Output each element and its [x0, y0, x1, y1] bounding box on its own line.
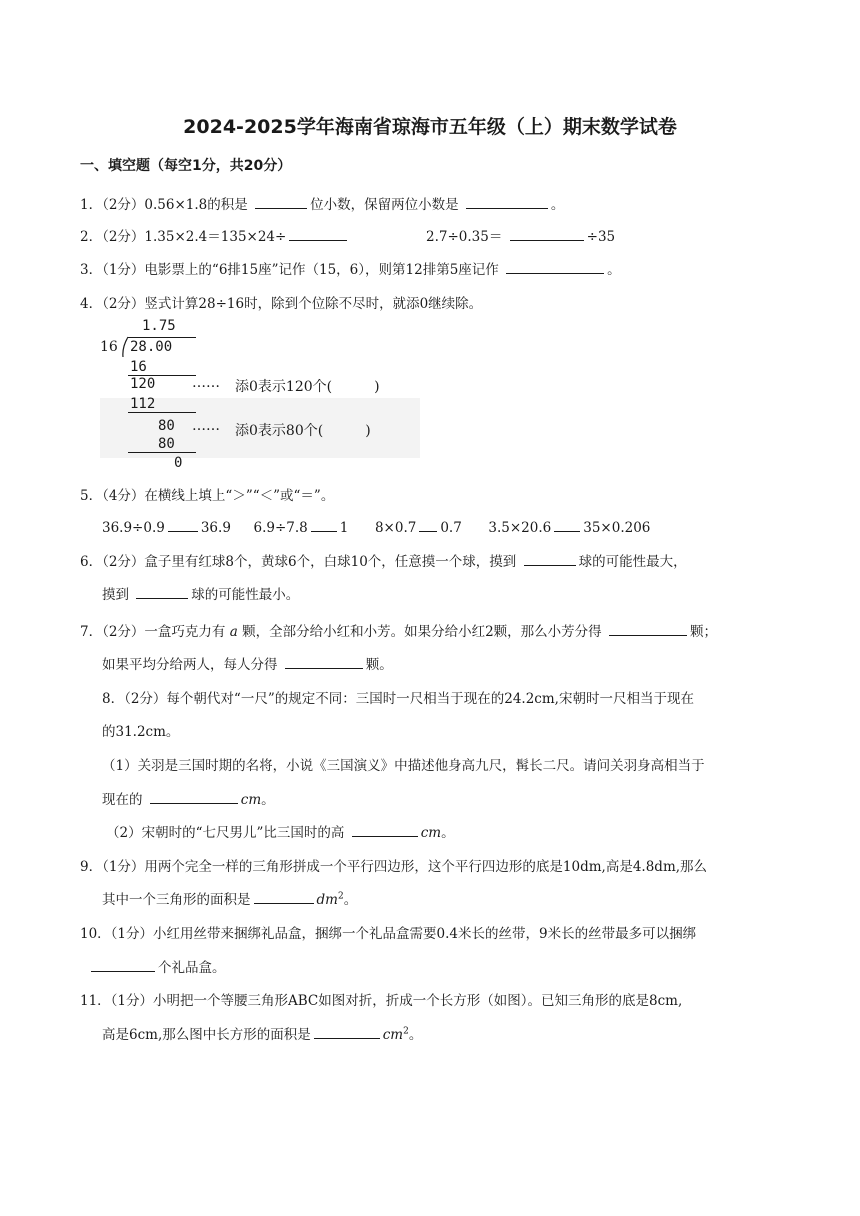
question-6-cont: 摸到 球的可能性最小。: [102, 583, 299, 603]
question-11: 11．（1分）小明把一个等腰三角形ABC如图对折，折成一个长方形（如图）。已知三角形的底是8cm,: [80, 993, 683, 1009]
answer-blank[interactable]: [254, 889, 314, 904]
answer-blank[interactable]: [255, 194, 307, 209]
answer-blank[interactable]: [289, 226, 347, 241]
final-remainder: 0: [174, 455, 183, 471]
answer-blank[interactable]: [609, 621, 687, 636]
note-2: 添0表示80个( ): [235, 423, 371, 439]
question-2-part-b: 2.7÷0.35＝ ÷35: [426, 225, 615, 245]
question-7: 7．（2分）一盒巧克力有 a 颗，全部分给小红和小芳。如果分给小红2颗，那么小芳分得 颗；: [80, 620, 717, 640]
question-4: 4．（2分）竖式计算28÷16时，除到个位除不尽时，就添0继续除。: [80, 296, 483, 312]
rule: [128, 412, 196, 413]
dots: ……: [192, 375, 220, 391]
answer-blank[interactable]: [285, 654, 363, 669]
remainder-row: 120: [130, 376, 156, 392]
quotient: 1.75: [142, 318, 176, 334]
question-11-cont: 高是6cm,那么图中长方形的面积是 $cm^2$。: [102, 1023, 422, 1043]
question-3: 3．（1分）电影票上的“6排15座”记作（15，6），则第12排第5座记作 。: [80, 258, 621, 278]
answer-blank[interactable]: [466, 194, 548, 209]
answer-blank[interactable]: [311, 517, 337, 532]
dividend: 28.00: [130, 339, 173, 355]
question-8-part-1: （1）关羽是三国时期的名将，小说《三国演义》中描述他身高九尺，髯长二尺。请问关羽身高相当于: [102, 758, 705, 774]
long-division-figure: [100, 315, 420, 475]
question-10-cont: 个礼品盒。: [88, 956, 226, 976]
question-8-part-1-cont: 现在的 cm。: [102, 788, 275, 808]
remainder-row: 80: [158, 418, 175, 434]
question-10: 10．（1分）小红用丝带来捆绑礼品盒，捆绑一个礼品盒需要0.4米长的丝带，9米长的丝带最多可以捆绑: [80, 926, 697, 942]
answer-blank[interactable]: [168, 517, 198, 532]
rule: [128, 452, 196, 453]
answer-blank[interactable]: [524, 551, 576, 566]
division-bracket-icon: [120, 335, 130, 359]
question-9: 9．（1分）用两个完全一样的三角形拼成一个平行四边形，这个平行四边形的底是10dm,高是4.8dm,那么: [80, 859, 708, 875]
question-7-cont: 如果平均分给两人，每人分得 颗。: [102, 653, 393, 673]
question-9-cont: 其中一个三角形的面积是 $dm^2$。: [102, 888, 357, 908]
answer-blank[interactable]: [419, 517, 437, 532]
subtract-row: 16: [130, 359, 147, 375]
answer-blank[interactable]: [314, 1024, 380, 1039]
question-6: 6．（2分）盒子里有红球8个，黄球6个，白球10个，任意摸一个球，摸到 球的可能性最大，: [80, 550, 687, 570]
answer-blank[interactable]: [554, 517, 580, 532]
subtract-row: 112: [130, 396, 156, 412]
dots: ……: [192, 418, 220, 434]
question-1: 1．（2分）0.56×1.8的积是 位小数，保留两位小数是 。: [80, 193, 564, 213]
divisor: 16: [100, 339, 118, 355]
section-heading: 一、填空题（每空1分，共20分）: [80, 158, 292, 174]
question-8: 8．（2分）每个朝代对“一尺”的规定不同：三国时一尺相当于现在的24.2cm,宋朝时一尺相当于现在: [102, 691, 694, 707]
division-bar: [128, 337, 196, 338]
question-8-part-2: （2）宋朝时的“七尺男儿”比三国时的高 cm。: [106, 821, 455, 841]
page-title: 2024-2025学年海南省琼海市五年级（上）期末数学试卷: [183, 116, 677, 138]
question-5-items: 36.9÷0.9 36.9 6.9÷7.8 1 8×0.7 0.7 3.5×20.6 35×0.206: [102, 517, 650, 536]
answer-blank[interactable]: [510, 226, 584, 241]
subtract-row: 80: [158, 436, 175, 452]
question-8-cont: 的31.2cm。: [102, 724, 180, 740]
answer-blank[interactable]: [506, 259, 604, 274]
answer-blank[interactable]: [91, 957, 155, 972]
question-5: 5．（4分）在横线上填上“＞”“＜”或“＝”。: [80, 488, 335, 504]
note-1: 添0表示120个( ): [235, 379, 380, 395]
answer-blank[interactable]: [352, 822, 418, 837]
answer-blank[interactable]: [136, 584, 188, 599]
answer-blank[interactable]: [150, 789, 238, 804]
question-2: 2．（2分）1.35×2.4＝135×24÷: [80, 225, 350, 245]
